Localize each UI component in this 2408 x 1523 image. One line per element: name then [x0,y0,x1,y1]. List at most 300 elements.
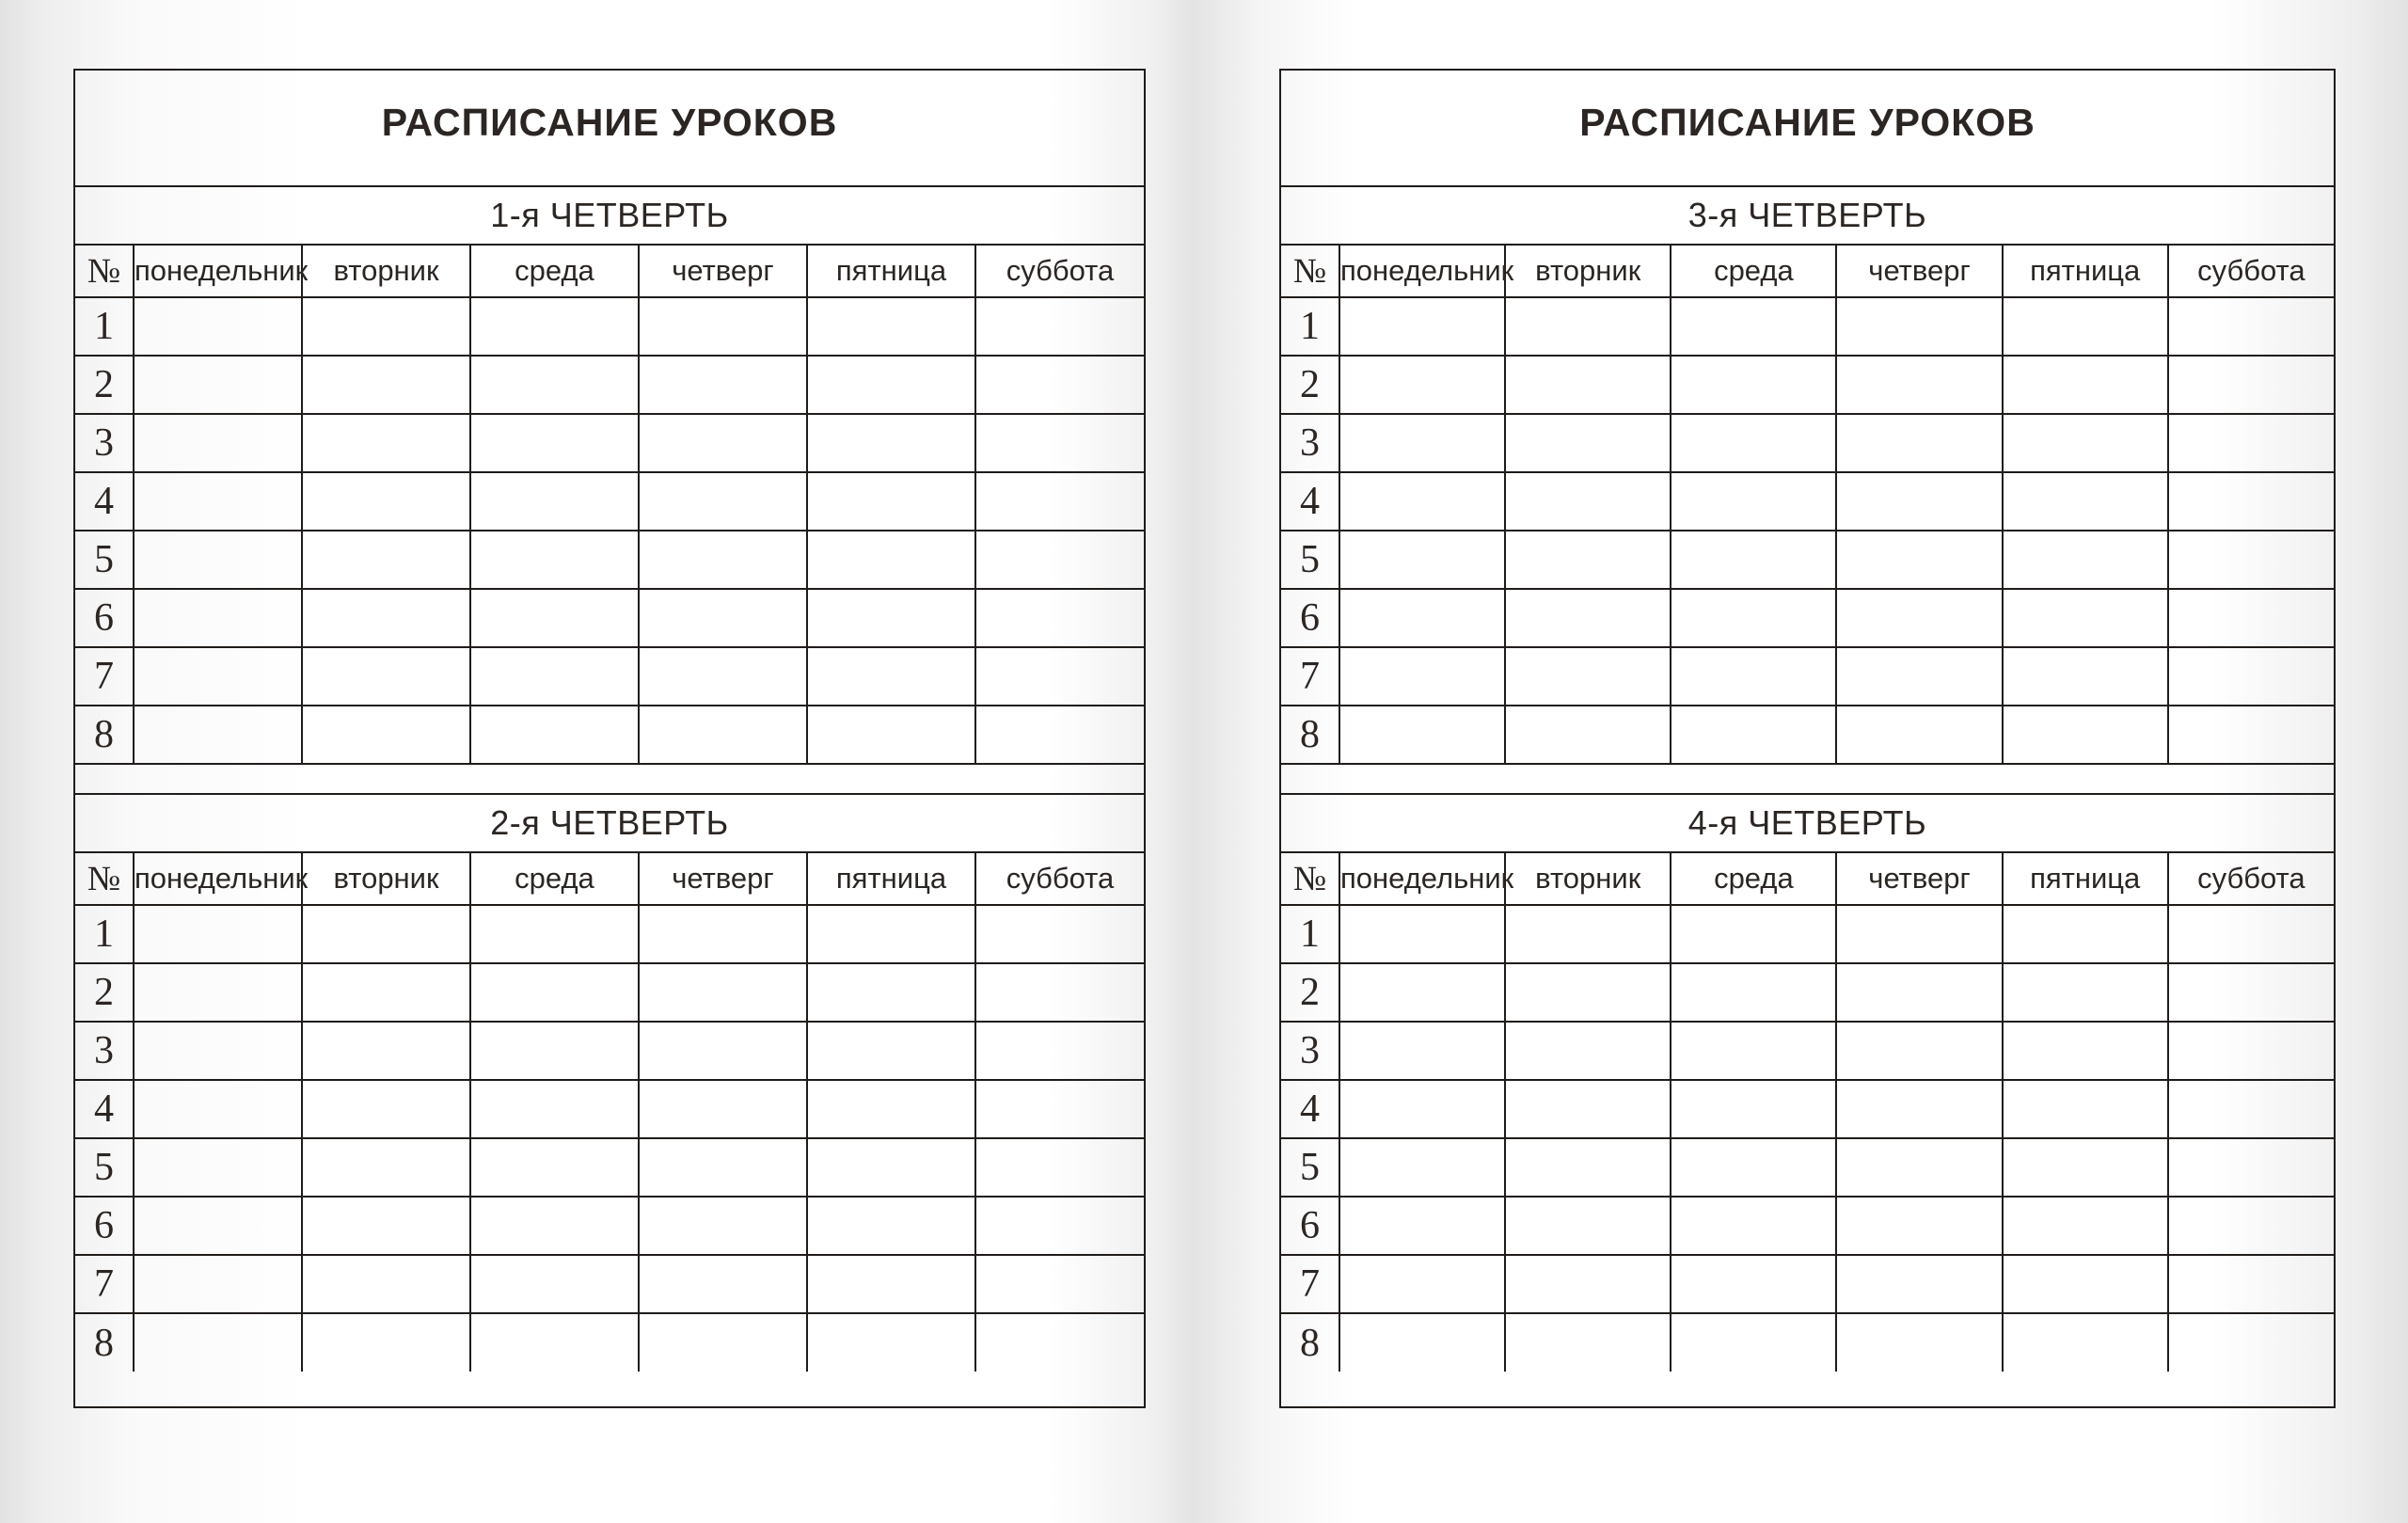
page-left [73,69,1146,1408]
schedule-cell[interactable] [1671,472,1836,531]
schedule-cell[interactable] [1339,589,1505,647]
schedule-cell[interactable] [975,356,1144,414]
schedule-cell[interactable] [302,963,470,1022]
schedule-cell[interactable] [302,647,470,706]
schedule-body-quarter-3 [1281,297,2334,764]
schedule-cell[interactable] [1836,1255,2002,1313]
schedule-cell[interactable] [1836,1080,2002,1138]
schedule-cell[interactable] [2168,1197,2334,1255]
day-header-saturday: суббота [2168,245,2334,297]
schedule-cell[interactable] [134,1313,302,1372]
schedule-cell[interactable] [1505,905,1671,963]
lesson-number: 5 [1281,531,1339,589]
lesson-row [1281,1255,2334,1313]
schedule-cell[interactable] [2003,472,2168,531]
schedule-cell[interactable] [134,531,302,589]
schedule-cell[interactable] [1836,1138,2002,1197]
schedule-cell[interactable] [807,1138,975,1197]
schedule-cell[interactable] [470,589,639,647]
schedule-cell[interactable] [134,1080,302,1138]
lesson-row [75,1138,1144,1197]
schedule-cell[interactable] [1836,1022,2002,1080]
page-title: РАСПИСАНИЕ УРОКОВ [381,100,838,144]
schedule-cell[interactable] [975,1080,1144,1138]
schedule-cell[interactable] [1836,1313,2002,1372]
quarter-1-label: 1-я ЧЕТВЕРТЬ [490,196,729,234]
schedule-cell[interactable] [1339,1080,1505,1138]
lesson-number: 8 [75,1313,134,1372]
schedule-cell[interactable] [1339,356,1505,414]
schedule-cell[interactable] [807,1197,975,1255]
section-divider [75,765,1144,795]
schedule-cell[interactable] [302,905,470,963]
day-header-row [1281,852,2334,905]
schedule-cell[interactable] [1836,905,2002,963]
schedule-cell[interactable] [1671,1255,1836,1313]
schedule-cell[interactable] [2003,647,2168,706]
schedule-cell[interactable] [470,647,639,706]
schedule-cell[interactable] [639,963,807,1022]
day-header-monday: понедельник [1339,245,1505,297]
schedule-cell[interactable] [470,472,639,531]
lesson-row [75,472,1144,531]
schedule-cell[interactable] [470,414,639,472]
schedule-cell[interactable] [1505,414,1671,472]
schedule-cell[interactable] [807,905,975,963]
schedule-cell[interactable] [470,1197,639,1255]
schedule-cell[interactable] [975,1313,1144,1372]
schedule-cell[interactable] [1505,963,1671,1022]
schedule-cell[interactable] [470,963,639,1022]
schedule-cell[interactable] [1505,647,1671,706]
schedule-cell[interactable] [975,706,1144,764]
schedule-cell[interactable] [2168,356,2334,414]
schedule-cell[interactable] [1836,414,2002,472]
schedule-cell[interactable] [302,1080,470,1138]
schedule-cell[interactable] [1671,1138,1836,1197]
schedule-cell[interactable] [2003,589,2168,647]
number-column-header: № [75,245,134,297]
schedule-cell[interactable] [134,589,302,647]
schedule-cell[interactable] [2003,1313,2168,1372]
schedule-cell[interactable] [1836,472,2002,531]
day-header-tuesday: вторник [1505,852,1671,905]
schedule-cell[interactable] [1505,356,1671,414]
lesson-row [75,706,1144,764]
lesson-row [75,647,1144,706]
schedule-cell[interactable] [2003,963,2168,1022]
lesson-row [1281,297,2334,356]
schedule-cell[interactable] [807,1313,975,1372]
schedule-cell[interactable] [639,647,807,706]
schedule-cell[interactable] [639,356,807,414]
lesson-row [75,1080,1144,1138]
schedule-cell[interactable] [2168,706,2334,764]
day-header-row [75,852,1144,905]
schedule-cell[interactable] [975,589,1144,647]
day-header-wednesday: среда [470,852,639,905]
lesson-number: 7 [1281,1255,1339,1313]
schedule-cell[interactable] [2168,472,2334,531]
lesson-number: 3 [1281,414,1339,472]
day-header-thursday: четверг [1836,852,2002,905]
schedule-cell[interactable] [1671,414,1836,472]
schedule-cell[interactable] [975,905,1144,963]
day-header-saturday: суббота [2168,852,2334,905]
schedule-cell[interactable] [134,905,302,963]
schedule-cell[interactable] [1505,531,1671,589]
lesson-number: 5 [75,531,134,589]
lesson-number: 8 [1281,706,1339,764]
schedule-cell[interactable] [302,1022,470,1080]
schedule-cell[interactable] [1671,589,1836,647]
lesson-row [1281,1313,2334,1372]
schedule-cell[interactable] [302,1138,470,1197]
lesson-row [1281,1022,2334,1080]
schedule-cell[interactable] [975,472,1144,531]
schedule-cell[interactable] [1505,297,1671,356]
section-divider [1281,765,2334,795]
lesson-number: 1 [1281,905,1339,963]
schedule-cell[interactable] [1671,1197,1836,1255]
schedule-cell[interactable] [975,531,1144,589]
schedule-cell[interactable] [1505,1255,1671,1313]
schedule-cell[interactable] [1339,1255,1505,1313]
schedule-cell[interactable] [1505,1022,1671,1080]
schedule-cell[interactable] [1339,647,1505,706]
lesson-row [1281,905,2334,963]
schedule-cell[interactable] [1339,963,1505,1022]
schedule-cell[interactable] [2003,905,2168,963]
schedule-cell[interactable] [807,589,975,647]
lesson-number: 4 [75,1080,134,1138]
quarter-2-label: 2-я ЧЕТВЕРТЬ [490,803,729,842]
schedule-cell[interactable] [1836,963,2002,1022]
schedule-cell[interactable] [1505,589,1671,647]
schedule-cell[interactable] [134,1197,302,1255]
number-column-header: № [1281,852,1339,905]
schedule-cell[interactable] [1836,356,2002,414]
schedule-cell[interactable] [2168,1138,2334,1197]
schedule-cell[interactable] [975,963,1144,1022]
schedule-cell[interactable] [1671,356,1836,414]
schedule-cell[interactable] [975,1255,1144,1313]
schedule-cell[interactable] [639,472,807,531]
schedule-cell[interactable] [807,706,975,764]
lesson-number: 7 [1281,647,1339,706]
schedule-table-quarter-1 [75,244,1144,765]
schedule-cell[interactable] [807,963,975,1022]
schedule-cell[interactable] [2003,1022,2168,1080]
schedule-cell[interactable] [807,297,975,356]
schedule-cell[interactable] [2168,1313,2334,1372]
schedule-cell[interactable] [134,1255,302,1313]
schedule-cell[interactable] [975,1138,1144,1197]
schedule-cell[interactable] [807,1022,975,1080]
day-header-friday: пятница [807,852,975,905]
schedule-cell[interactable] [1339,1313,1505,1372]
page-title-box [75,71,1144,187]
schedule-cell[interactable] [2168,1255,2334,1313]
number-column-header: № [1281,245,1339,297]
day-header-wednesday: среда [470,245,639,297]
schedule-cell[interactable] [470,297,639,356]
schedule-cell[interactable] [302,531,470,589]
lesson-number: 4 [1281,1080,1339,1138]
lesson-number: 5 [1281,1138,1339,1197]
schedule-cell[interactable] [470,905,639,963]
lesson-row [75,356,1144,414]
lesson-number: 3 [75,1022,134,1080]
day-header-monday: понедельник [1339,852,1505,905]
schedule-cell[interactable] [1339,297,1505,356]
schedule-cell[interactable] [807,472,975,531]
schedule-cell[interactable] [2168,297,2334,356]
page-right [1279,69,2336,1408]
lesson-row [1281,1138,2334,1197]
schedule-cell[interactable] [2003,1197,2168,1255]
schedule-cell[interactable] [470,1255,639,1313]
schedule-cell[interactable] [807,414,975,472]
schedule-cell[interactable] [470,1138,639,1197]
lesson-row [1281,1197,2334,1255]
schedule-cell[interactable] [1671,1080,1836,1138]
quarter-4-label: 4-я ЧЕТВЕРТЬ [1687,803,1927,842]
schedule-cell[interactable] [2003,297,2168,356]
day-header-row [1281,245,2334,297]
day-header-tuesday: вторник [1505,245,1671,297]
lesson-row [1281,531,2334,589]
schedule-cell[interactable] [975,1197,1144,1255]
lesson-row [1281,414,2334,472]
schedule-cell[interactable] [134,297,302,356]
lesson-row [1281,472,2334,531]
lesson-row [75,297,1144,356]
schedule-cell[interactable] [1505,1313,1671,1372]
lesson-row [75,589,1144,647]
schedule-cell[interactable] [2168,414,2334,472]
schedule-cell[interactable] [302,472,470,531]
lesson-number: 4 [75,472,134,531]
schedule-cell[interactable] [302,1313,470,1372]
day-header-thursday: четверг [1836,245,2002,297]
lesson-row [75,531,1144,589]
schedule-cell[interactable] [134,1138,302,1197]
day-header-friday: пятница [807,245,975,297]
schedule-cell[interactable] [639,1080,807,1138]
lesson-row [1281,356,2334,414]
lesson-number: 4 [1281,472,1339,531]
lesson-row [75,414,1144,472]
schedule-cell[interactable] [302,706,470,764]
lesson-number: 5 [75,1138,134,1197]
lesson-number: 6 [75,589,134,647]
schedule-cell[interactable] [302,297,470,356]
schedule-cell[interactable] [807,531,975,589]
schedule-cell[interactable] [2168,589,2334,647]
schedule-cell[interactable] [639,414,807,472]
lesson-row [1281,963,2334,1022]
schedule-cell[interactable] [975,1022,1144,1080]
schedule-cell[interactable] [639,1197,807,1255]
day-header-tuesday: вторник [302,852,470,905]
schedule-cell[interactable] [807,647,975,706]
schedule-cell[interactable] [134,647,302,706]
day-header-thursday: четверг [639,245,807,297]
schedule-cell[interactable] [1339,1022,1505,1080]
schedule-cell[interactable] [639,1255,807,1313]
lesson-number: 2 [75,356,134,414]
schedule-cell[interactable] [1505,1197,1671,1255]
schedule-cell[interactable] [302,589,470,647]
schedule-cell[interactable] [1671,297,1836,356]
schedule-cell[interactable] [1671,706,1836,764]
schedule-table-quarter-3 [1281,244,2334,765]
schedule-cell[interactable] [1836,706,2002,764]
schedule-cell[interactable] [2003,1255,2168,1313]
lesson-number: 2 [1281,963,1339,1022]
schedule-cell[interactable] [1339,1138,1505,1197]
schedule-cell[interactable] [302,1197,470,1255]
schedule-cell[interactable] [470,1313,639,1372]
schedule-cell[interactable] [639,905,807,963]
schedule-cell[interactable] [1836,297,2002,356]
schedule-cell[interactable] [1339,531,1505,589]
lesson-number: 7 [75,647,134,706]
lesson-number: 2 [75,963,134,1022]
lesson-row [75,1313,1144,1372]
schedule-body-quarter-4 [1281,905,2334,1372]
schedule-cell[interactable] [1836,531,2002,589]
schedule-cell[interactable] [2003,706,2168,764]
page-title: РАСПИСАНИЕ УРОКОВ [1579,100,2036,144]
schedule-cell[interactable] [639,706,807,764]
schedule-cell[interactable] [639,297,807,356]
schedule-cell[interactable] [134,1022,302,1080]
schedule-cell[interactable] [134,472,302,531]
schedule-cell[interactable] [807,356,975,414]
schedule-cell[interactable] [1671,1313,1836,1372]
schedule-cell[interactable] [1339,1197,1505,1255]
schedule-cell[interactable] [1505,706,1671,764]
lesson-row [75,905,1144,963]
schedule-cell[interactable] [1671,963,1836,1022]
schedule-cell[interactable] [1339,905,1505,963]
schedule-cell[interactable] [1671,905,1836,963]
lesson-row [75,1255,1144,1313]
page-title-box [1281,71,2334,187]
schedule-cell[interactable] [2003,1138,2168,1197]
day-header-wednesday: среда [1671,852,1836,905]
day-header-monday: понедельник [134,245,302,297]
schedule-cell[interactable] [1836,647,2002,706]
day-header-thursday: четверг [639,852,807,905]
schedule-table-quarter-4 [1281,851,2334,1372]
schedule-cell[interactable] [639,1313,807,1372]
lesson-row [1281,647,2334,706]
schedule-cell[interactable] [2003,1080,2168,1138]
schedule-cell[interactable] [639,1138,807,1197]
schedule-cell[interactable] [1505,1138,1671,1197]
schedule-cell[interactable] [975,414,1144,472]
schedule-cell[interactable] [2168,963,2334,1022]
lesson-row [75,963,1144,1022]
lesson-row [1281,589,2334,647]
schedule-cell[interactable] [134,356,302,414]
lesson-number: 8 [1281,1313,1339,1372]
schedule-cell[interactable] [2003,414,2168,472]
schedule-cell[interactable] [1836,589,2002,647]
schedule-cell[interactable] [470,1022,639,1080]
schedule-cell[interactable] [1505,472,1671,531]
schedule-table-quarter-2 [75,851,1144,1372]
schedule-cell[interactable] [2168,1080,2334,1138]
lesson-number: 8 [75,706,134,764]
schedule-cell[interactable] [1339,414,1505,472]
schedule-cell[interactable] [975,647,1144,706]
schedule-cell[interactable] [807,1255,975,1313]
schedule-cell[interactable] [807,1080,975,1138]
schedule-cell[interactable] [2003,531,2168,589]
schedule-cell[interactable] [302,414,470,472]
schedule-cell[interactable] [470,1080,639,1138]
lesson-number: 7 [75,1255,134,1313]
schedule-cell[interactable] [134,414,302,472]
quarter-3-label: 3-я ЧЕТВЕРТЬ [1687,196,1927,234]
schedule-cell[interactable] [1505,1080,1671,1138]
schedule-cell[interactable] [2168,1022,2334,1080]
day-header-monday: понедельник [134,852,302,905]
schedule-cell[interactable] [134,706,302,764]
schedule-cell[interactable] [470,531,639,589]
schedule-cell[interactable] [2168,905,2334,963]
day-header-row [75,245,1144,297]
schedule-cell[interactable] [470,706,639,764]
schedule-cell[interactable] [1671,647,1836,706]
lesson-number: 3 [1281,1022,1339,1080]
day-header-tuesday: вторник [302,245,470,297]
day-header-friday: пятница [2003,245,2168,297]
schedule-cell[interactable] [302,1255,470,1313]
schedule-cell[interactable] [639,531,807,589]
number-column-header: № [75,852,134,905]
lesson-row [75,1197,1144,1255]
schedule-body-quarter-1 [75,297,1144,764]
lesson-number: 3 [75,414,134,472]
schedule-cell[interactable] [302,356,470,414]
lesson-number: 1 [1281,297,1339,356]
lesson-number: 6 [1281,589,1339,647]
lesson-number: 2 [1281,356,1339,414]
schedule-cell[interactable] [1671,1022,1836,1080]
schedule-cell[interactable] [1339,706,1505,764]
schedule-cell[interactable] [1671,531,1836,589]
schedule-cell[interactable] [134,963,302,1022]
schedule-cell[interactable] [639,1022,807,1080]
schedule-cell[interactable] [2168,647,2334,706]
lesson-number: 1 [75,905,134,963]
schedule-cell[interactable] [975,297,1144,356]
schedule-cell[interactable] [2003,356,2168,414]
lesson-number: 6 [1281,1197,1339,1255]
day-header-saturday: суббота [975,852,1144,905]
schedule-cell[interactable] [2168,531,2334,589]
schedule-cell[interactable] [1339,472,1505,531]
schedule-cell[interactable] [639,589,807,647]
lesson-number: 1 [75,297,134,356]
schedule-cell[interactable] [1836,1197,2002,1255]
schedule-cell[interactable] [470,356,639,414]
